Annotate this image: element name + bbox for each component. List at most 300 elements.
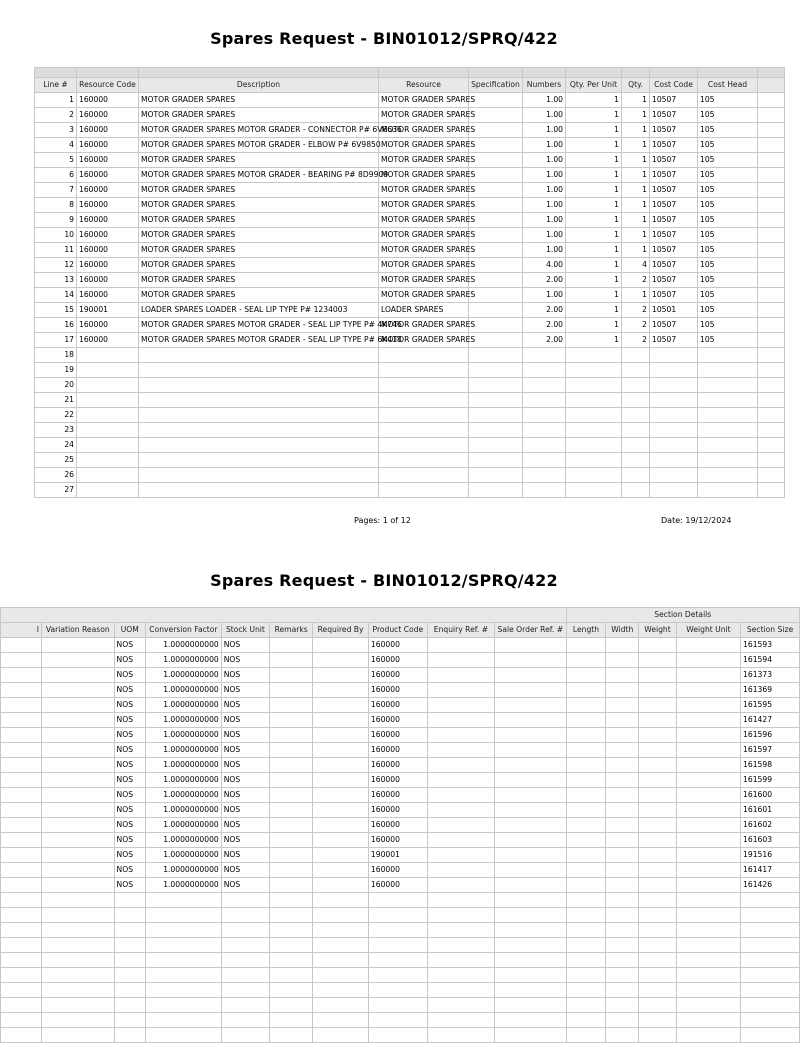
table-cell: LOADER SPARES LOADER - SEAL LIP TYPE P# 1234003 — [139, 303, 379, 318]
table-cell — [606, 773, 639, 788]
date-label: Date: — [661, 516, 683, 525]
table-cell — [427, 833, 494, 848]
table-cell — [469, 408, 523, 423]
table-cell — [313, 698, 369, 713]
table-cell — [368, 893, 427, 908]
table-cell: 1 — [566, 153, 622, 168]
table-cell — [566, 653, 606, 668]
table-cell: 160000 — [77, 318, 139, 333]
table-cell — [676, 818, 740, 833]
table-cell: 160000 — [368, 698, 427, 713]
table-cell — [313, 788, 369, 803]
table-cell: 161603 — [741, 833, 800, 848]
table-cell: 16 — [35, 318, 77, 333]
table-cell — [1, 923, 42, 938]
table-cell — [1, 1013, 42, 1028]
table-cell: 1.0000000000 — [146, 638, 222, 653]
table-cell — [606, 653, 639, 668]
table-cell: MOTOR GRADER SPARES — [379, 108, 469, 123]
table-cell: NOS — [114, 773, 146, 788]
table-row — [35, 378, 785, 393]
table-cell — [42, 683, 115, 698]
table-cell — [566, 393, 622, 408]
table-row — [35, 453, 785, 468]
table-cell — [77, 393, 139, 408]
table-row — [35, 123, 785, 138]
table-cell — [639, 653, 677, 668]
table-cell: 2.00 — [523, 303, 566, 318]
table-row — [1, 938, 800, 953]
table-cell: 1 — [622, 213, 650, 228]
table-cell — [427, 713, 494, 728]
table-cell — [469, 138, 523, 153]
page2-title: Spares Request - BIN01012/SPRQ/422 — [210, 571, 558, 590]
table-cell — [313, 758, 369, 773]
table-cell — [566, 453, 622, 468]
table-cell — [622, 378, 650, 393]
table-cell — [427, 638, 494, 653]
table-cell: 160000 — [368, 728, 427, 743]
table-cell — [495, 728, 566, 743]
table-cell: 1.0000000000 — [146, 758, 222, 773]
table-cell — [1, 728, 42, 743]
page1-top-bar — [35, 68, 785, 78]
table-cell: 1 — [566, 198, 622, 213]
table-cell: MOTOR GRADER SPARES — [139, 183, 379, 198]
table-cell — [495, 773, 566, 788]
table-cell — [523, 393, 566, 408]
table-cell: 160000 — [368, 788, 427, 803]
table-cell: 1.0000000000 — [146, 863, 222, 878]
table-cell: 191516 — [741, 848, 800, 863]
table-cell — [566, 788, 606, 803]
page1-table — [34, 67, 785, 498]
table-cell — [566, 968, 606, 983]
table-cell: 160000 — [77, 183, 139, 198]
table-cell: 1 — [622, 138, 650, 153]
table-cell: NOS — [114, 728, 146, 743]
table-row — [35, 213, 785, 228]
table-cell: 160000 — [77, 198, 139, 213]
table-cell — [221, 953, 269, 968]
table-cell — [606, 908, 639, 923]
table-cell: 105 — [698, 213, 758, 228]
table-cell — [758, 408, 785, 423]
table-cell — [639, 998, 677, 1013]
table-cell — [639, 803, 677, 818]
table-cell — [639, 878, 677, 893]
table-cell — [270, 938, 313, 953]
table-cell — [676, 863, 740, 878]
table-cell — [495, 923, 566, 938]
table-row — [35, 273, 785, 288]
table-row — [35, 393, 785, 408]
table-cell: NOS — [221, 848, 269, 863]
table-cell — [270, 863, 313, 878]
table-cell — [469, 333, 523, 348]
table-cell — [146, 893, 222, 908]
table-cell — [622, 438, 650, 453]
table-row — [35, 153, 785, 168]
table-cell — [469, 123, 523, 138]
table-cell — [42, 863, 115, 878]
table-cell — [650, 348, 698, 363]
table-cell — [270, 1013, 313, 1028]
table-cell — [469, 168, 523, 183]
table-cell — [566, 923, 606, 938]
table-cell — [469, 198, 523, 213]
table-row — [35, 168, 785, 183]
table-cell — [427, 893, 494, 908]
table-cell: 1.00 — [523, 108, 566, 123]
table-cell — [313, 893, 369, 908]
table-cell: NOS — [221, 743, 269, 758]
table-cell: NOS — [221, 878, 269, 893]
table-cell — [114, 923, 146, 938]
table-cell: NOS — [114, 818, 146, 833]
table-cell — [566, 638, 606, 653]
table-row — [35, 438, 785, 453]
table-cell — [270, 953, 313, 968]
table-cell — [606, 968, 639, 983]
table-cell — [270, 803, 313, 818]
table-cell — [1, 968, 42, 983]
table-cell — [313, 983, 369, 998]
table-cell — [368, 938, 427, 953]
page2-group-header-row — [1, 608, 800, 623]
table-cell: MOTOR GRADER SPARES — [379, 153, 469, 168]
table-cell — [146, 953, 222, 968]
table-cell — [758, 303, 785, 318]
table-cell: 2 — [35, 108, 77, 123]
table-cell: 161427 — [741, 713, 800, 728]
table-cell — [606, 923, 639, 938]
table-cell: 105 — [698, 93, 758, 108]
table-cell — [698, 348, 758, 363]
table-cell — [495, 818, 566, 833]
table-cell — [221, 923, 269, 938]
table-cell — [368, 983, 427, 998]
table-cell: 10507 — [650, 213, 698, 228]
table-cell: 1 — [622, 153, 650, 168]
table-cell — [639, 788, 677, 803]
table-cell — [741, 968, 800, 983]
table-cell: 105 — [698, 228, 758, 243]
table-cell — [758, 453, 785, 468]
table-cell: MOTOR GRADER SPARES MOTOR GRADER - SEAL LIP TYPE P# 4K746 — [139, 318, 379, 333]
table-cell — [313, 743, 369, 758]
table-cell — [146, 998, 222, 1013]
page1-col-header: Resource — [379, 78, 469, 93]
table-cell — [313, 713, 369, 728]
table-cell — [313, 638, 369, 653]
page2-col-header: Weight Unit — [676, 623, 740, 638]
table-cell — [639, 698, 677, 713]
table-cell: 10501 — [650, 303, 698, 318]
table-cell: 4.00 — [523, 258, 566, 273]
table-row — [35, 483, 785, 498]
table-cell — [639, 833, 677, 848]
table-cell — [139, 468, 379, 483]
table-cell — [77, 453, 139, 468]
table-cell — [469, 318, 523, 333]
table-cell — [606, 1028, 639, 1043]
table-cell: NOS — [114, 788, 146, 803]
table-cell: 19 — [35, 363, 77, 378]
table-cell — [427, 803, 494, 818]
table-cell — [639, 923, 677, 938]
table-cell — [495, 878, 566, 893]
table-cell — [379, 363, 469, 378]
table-cell — [1, 773, 42, 788]
table-cell: 105 — [698, 183, 758, 198]
table-cell: 1 — [35, 93, 77, 108]
table-cell — [42, 638, 115, 653]
page1-date — [661, 516, 731, 525]
table-cell — [1, 638, 42, 653]
table-cell: 161597 — [741, 743, 800, 758]
table-cell: MOTOR GRADER SPARES MOTOR GRADER - CONNECTOR P# 6V8636 — [139, 123, 379, 138]
table-cell — [42, 833, 115, 848]
table-cell — [639, 773, 677, 788]
table-cell — [469, 438, 523, 453]
table-cell — [758, 213, 785, 228]
table-cell — [622, 468, 650, 483]
table-cell: MOTOR GRADER SPARES MOTOR GRADER - ELBOW P# 6V9850 — [139, 138, 379, 153]
table-cell — [313, 998, 369, 1013]
table-cell — [698, 468, 758, 483]
table-cell — [698, 363, 758, 378]
table-cell — [42, 743, 115, 758]
page2-table-container — [0, 607, 794, 1043]
table-row — [1, 818, 800, 833]
table-cell — [313, 653, 369, 668]
table-cell — [114, 998, 146, 1013]
table-cell — [469, 468, 523, 483]
table-cell — [741, 908, 800, 923]
table-cell — [622, 408, 650, 423]
table-cell: MOTOR GRADER SPARES — [379, 198, 469, 213]
table-cell: NOS — [114, 668, 146, 683]
table-cell — [469, 183, 523, 198]
table-cell — [379, 423, 469, 438]
table-cell — [566, 483, 622, 498]
table-cell — [469, 243, 523, 258]
table-cell — [427, 968, 494, 983]
table-cell — [758, 258, 785, 273]
table-cell: 1 — [622, 243, 650, 258]
table-cell — [758, 348, 785, 363]
table-cell: 161602 — [741, 818, 800, 833]
page2-col-header: Variation Reason — [42, 623, 115, 638]
table-cell — [566, 863, 606, 878]
table-cell — [42, 983, 115, 998]
table-cell: 190001 — [368, 848, 427, 863]
table-cell: 1.0000000000 — [146, 683, 222, 698]
table-cell — [1, 1028, 42, 1043]
table-cell — [42, 893, 115, 908]
table-cell — [758, 228, 785, 243]
table-cell — [566, 758, 606, 773]
table-cell — [676, 938, 740, 953]
table-cell — [698, 438, 758, 453]
table-cell: 10507 — [650, 183, 698, 198]
page1-col-header-blank — [758, 78, 785, 93]
table-cell: 105 — [698, 108, 758, 123]
table-cell — [42, 818, 115, 833]
table-cell — [427, 953, 494, 968]
table-row — [1, 968, 800, 983]
table-cell: 160000 — [368, 668, 427, 683]
table-cell — [566, 998, 606, 1013]
table-cell — [495, 683, 566, 698]
table-cell — [368, 908, 427, 923]
table-cell: MOTOR GRADER SPARES — [379, 288, 469, 303]
table-cell: MOTOR GRADER SPARES — [379, 273, 469, 288]
table-cell: 160000 — [77, 108, 139, 123]
table-cell: NOS — [221, 803, 269, 818]
table-cell — [698, 408, 758, 423]
table-cell — [650, 453, 698, 468]
table-cell — [427, 1028, 494, 1043]
table-cell: MOTOR GRADER SPARES — [379, 258, 469, 273]
table-cell — [427, 728, 494, 743]
table-cell: MOTOR GRADER SPARES — [139, 288, 379, 303]
table-cell: MOTOR GRADER SPARES — [139, 93, 379, 108]
table-cell: MOTOR GRADER SPARES — [139, 108, 379, 123]
table-cell: 105 — [698, 288, 758, 303]
table-cell — [495, 758, 566, 773]
table-cell — [313, 1028, 369, 1043]
table-cell: 1.0000000000 — [146, 833, 222, 848]
table-cell: NOS — [221, 653, 269, 668]
table-cell: 161369 — [741, 683, 800, 698]
page2-col-header: Product Code — [368, 623, 427, 638]
table-cell — [427, 773, 494, 788]
table-cell — [566, 683, 606, 698]
table-cell — [606, 863, 639, 878]
table-cell — [221, 938, 269, 953]
table-cell — [676, 968, 740, 983]
table-cell: 10507 — [650, 198, 698, 213]
table-cell — [639, 968, 677, 983]
table-cell — [676, 833, 740, 848]
table-cell: 160000 — [368, 758, 427, 773]
table-cell: NOS — [221, 818, 269, 833]
table-cell — [758, 243, 785, 258]
table-cell — [42, 998, 115, 1013]
table-cell — [495, 983, 566, 998]
table-cell: 1.00 — [523, 183, 566, 198]
table-cell — [566, 818, 606, 833]
table-cell — [77, 468, 139, 483]
table-cell — [313, 908, 369, 923]
table-cell: NOS — [114, 803, 146, 818]
table-cell — [146, 968, 222, 983]
table-cell — [42, 728, 115, 743]
table-cell — [221, 893, 269, 908]
pages-value: 1 of 12 — [382, 516, 411, 525]
table-cell — [469, 378, 523, 393]
table-row — [1, 683, 800, 698]
table-cell — [523, 408, 566, 423]
table-cell — [606, 848, 639, 863]
table-cell: 1.0000000000 — [146, 848, 222, 863]
table-cell — [606, 818, 639, 833]
table-cell — [42, 668, 115, 683]
table-cell: 161417 — [741, 863, 800, 878]
table-cell — [270, 983, 313, 998]
table-cell: 1 — [566, 213, 622, 228]
page2-col-header: Width — [606, 623, 639, 638]
page2-col-header: Weight — [639, 623, 677, 638]
table-cell — [469, 258, 523, 273]
table-cell — [270, 818, 313, 833]
table-cell: MOTOR GRADER SPARES MOTOR GRADER - BEARING P# 8D9909 — [139, 168, 379, 183]
table-cell — [114, 893, 146, 908]
table-cell — [427, 698, 494, 713]
table-cell — [313, 923, 369, 938]
table-row — [1, 788, 800, 803]
table-cell — [566, 468, 622, 483]
table-cell — [606, 713, 639, 728]
table-cell — [469, 213, 523, 228]
table-row — [1, 638, 800, 653]
table-cell — [566, 713, 606, 728]
table-cell — [379, 438, 469, 453]
table-cell: 160000 — [368, 713, 427, 728]
table-cell — [114, 938, 146, 953]
table-cell — [1, 848, 42, 863]
table-row — [35, 138, 785, 153]
table-cell — [639, 668, 677, 683]
table-cell: 105 — [698, 273, 758, 288]
table-cell: 160000 — [77, 123, 139, 138]
table-row — [35, 288, 785, 303]
table-cell — [676, 998, 740, 1013]
table-cell — [313, 953, 369, 968]
table-cell — [606, 938, 639, 953]
table-cell: MOTOR GRADER SPARES — [139, 198, 379, 213]
table-cell: 105 — [698, 198, 758, 213]
table-cell: 1.0000000000 — [146, 788, 222, 803]
table-cell: 1 — [622, 123, 650, 138]
table-cell: 2.00 — [523, 273, 566, 288]
table-row — [35, 408, 785, 423]
table-cell — [77, 408, 139, 423]
table-cell: 1.0000000000 — [146, 728, 222, 743]
table-cell: MOTOR GRADER SPARES — [379, 243, 469, 258]
table-cell — [368, 953, 427, 968]
table-cell — [758, 93, 785, 108]
table-cell: 15 — [35, 303, 77, 318]
table-row — [35, 333, 785, 348]
table-cell: 10507 — [650, 153, 698, 168]
table-cell — [114, 1013, 146, 1028]
table-cell — [676, 1013, 740, 1028]
table-cell — [758, 153, 785, 168]
table-cell — [313, 803, 369, 818]
table-cell — [758, 273, 785, 288]
table-cell — [42, 953, 115, 968]
table-row — [1, 833, 800, 848]
table-cell — [639, 893, 677, 908]
table-cell: 1.0000000000 — [146, 668, 222, 683]
table-cell — [650, 363, 698, 378]
table-row — [1, 878, 800, 893]
table-row — [1, 998, 800, 1013]
page2-header-row — [1, 623, 800, 638]
